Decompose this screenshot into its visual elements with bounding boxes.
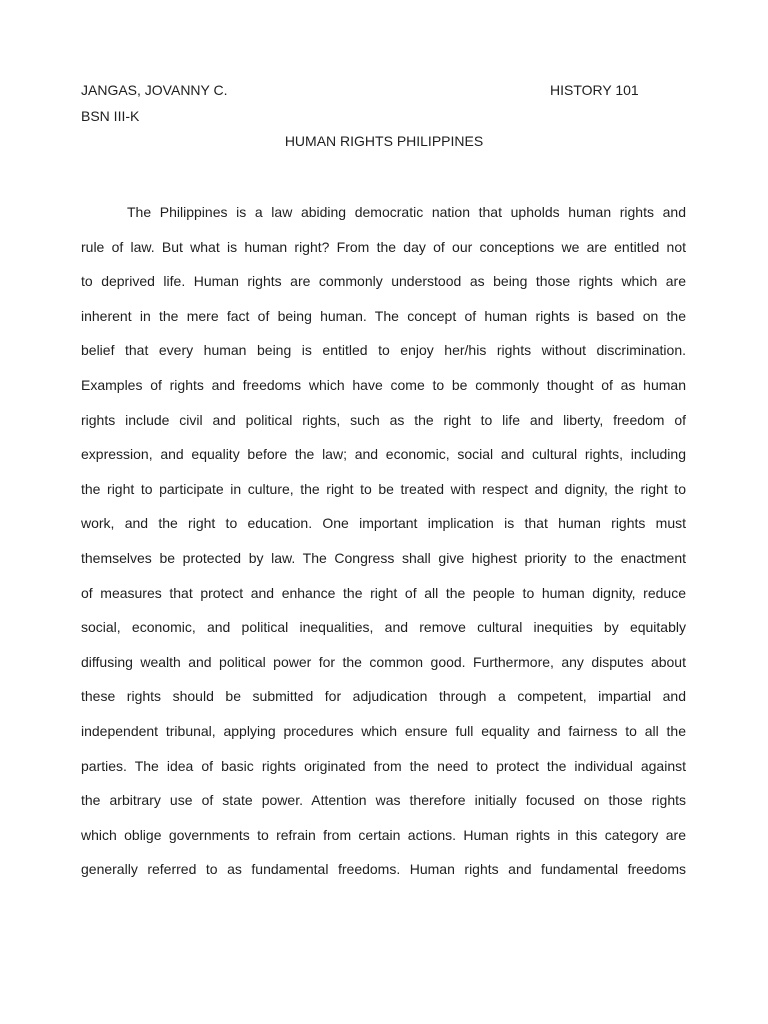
section-code: BSN III-K <box>81 108 140 124</box>
body-line: which oblige governments to refrain from certain actions. Human rights in this category are <box>81 826 686 843</box>
body-line: expression, and equality before the law; and economic, social and cultural rights, including <box>81 446 686 463</box>
author-name: JANGAS, JOVANNY C. <box>81 82 228 98</box>
body-line: belief that every human being is entitled to enjoy her/his rights without discrimination. <box>81 342 686 359</box>
body-line: themselves be protected by law. The Congress shall give highest priority to the enactment <box>81 549 686 566</box>
body-line: the right to participate in culture, the right to be treated with respect and dignity, the right to <box>81 480 686 497</box>
body-line: diffusing wealth and political power for the common good. Furthermore, any disputes about <box>81 653 686 670</box>
body-line: to deprived life. Human rights are commonly understood as being those rights which are <box>81 273 686 290</box>
body-line: generally referred to as fundamental freedoms. Human rights and fundamental freedoms <box>81 861 686 878</box>
course-code: HISTORY 101 <box>550 82 639 98</box>
body-line: inherent in the mere fact of being human. The concept of human rights is based on the <box>81 307 686 324</box>
essay-body <box>81 195 686 887</box>
document-title: HUMAN RIGHTS PHILIPPINES <box>284 133 484 149</box>
body-line: rule of law. But what is human right? From the day of our conceptions we are entitled not <box>81 238 686 255</box>
body-line: the arbitrary use of state power. Attention was therefore initially focused on those rights <box>81 792 686 809</box>
body-line: work, and the right to education. One important implication is that human rights must <box>81 515 686 532</box>
body-line: these rights should be submitted for adjudication through a competent, impartial and <box>81 688 686 705</box>
body-line: parties. The idea of basic rights originated from the need to protect the individual against <box>81 757 686 774</box>
body-line: Examples of rights and freedoms which have come to be commonly thought of as human <box>81 376 686 393</box>
body-line: independent tribunal, applying procedures which ensure full equality and fairness to all the <box>81 722 686 739</box>
body-line: rights include civil and political rights, such as the right to life and liberty, freedom of <box>81 411 686 428</box>
body-line: social, economic, and political inequalities, and remove cultural inequities by equitably <box>81 619 686 636</box>
body-line: The Philippines is a law abiding democratic nation that upholds human rights and <box>127 204 686 220</box>
body-line: of measures that protect and enhance the right of all the people to human dignity, reduce <box>81 584 686 601</box>
